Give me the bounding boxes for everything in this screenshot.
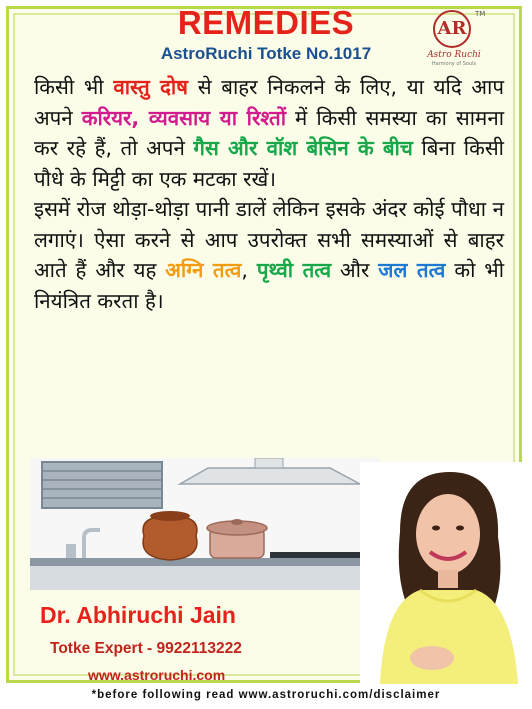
disclaimer-note: *before following read www.astroruchi.com/disclaimer bbox=[91, 689, 441, 701]
website-link[interactable]: www.astroruchi.com bbox=[88, 667, 226, 683]
logo-mark-icon: AR bbox=[433, 10, 471, 48]
highlight-career-business: करियर, व्यवसाय या रिश्तों bbox=[81, 105, 287, 130]
page-title: REMEDIES bbox=[177, 4, 355, 41]
text-segment: , bbox=[241, 258, 257, 282]
text-segment: में किसी समस्या का सामना कर रहे हैं, तो अपने bbox=[34, 105, 505, 160]
expert-name: Dr. Abhiruchi Jain bbox=[40, 602, 236, 628]
text-segment: बिना किसी पौधे के मिट्टी का एक मटका रखें। bbox=[34, 136, 504, 191]
logo-tagline: Harmony of Souls bbox=[431, 61, 477, 67]
highlight-jal-tatva: जल तत्व bbox=[378, 258, 446, 282]
highlight-vastu-dosh: वास्तु दोष bbox=[113, 75, 189, 99]
remedy-text bbox=[34, 72, 504, 316]
astroruchi-logo bbox=[411, 10, 501, 68]
trademark-icon: TM bbox=[475, 10, 486, 18]
kitchen-illustration bbox=[30, 458, 380, 590]
highlight-gas-wash-basin: गैस और वॉश बेसिन के बीच bbox=[193, 136, 413, 160]
highlight-prithvi-tatva: पृथ्वी तत्व bbox=[256, 258, 332, 282]
expert-contact: Totke Expert - 9922113222 bbox=[50, 640, 242, 657]
expert-photo bbox=[360, 462, 525, 684]
text-segment: से बाहर निकलने के लिए, या यदि आप अपने bbox=[34, 75, 504, 130]
logo-brand: Astro Ruchi bbox=[427, 50, 481, 60]
text-segment: इसमें रोज थोड़ा-थोड़ा पानी डालें लेकिन इसके अंदर कोई पौधा न लगाएं। ऐसा करने से आप उपरोक्त सभी समस्याओं से बाहर आते हैं और यह bbox=[34, 197, 504, 282]
text-segment: को भी नियंत्रित करता है। bbox=[34, 258, 505, 313]
remedy-paragraph-2 bbox=[34, 194, 504, 316]
text-segment: किसी भी bbox=[34, 75, 114, 99]
text-segment: और bbox=[331, 258, 379, 282]
highlight-agni-tatva: अग्नि तत्व bbox=[165, 258, 242, 282]
series-subtitle: AstroRuchi Totke No.1017 bbox=[160, 44, 372, 63]
remedy-paragraph-1 bbox=[34, 72, 504, 194]
